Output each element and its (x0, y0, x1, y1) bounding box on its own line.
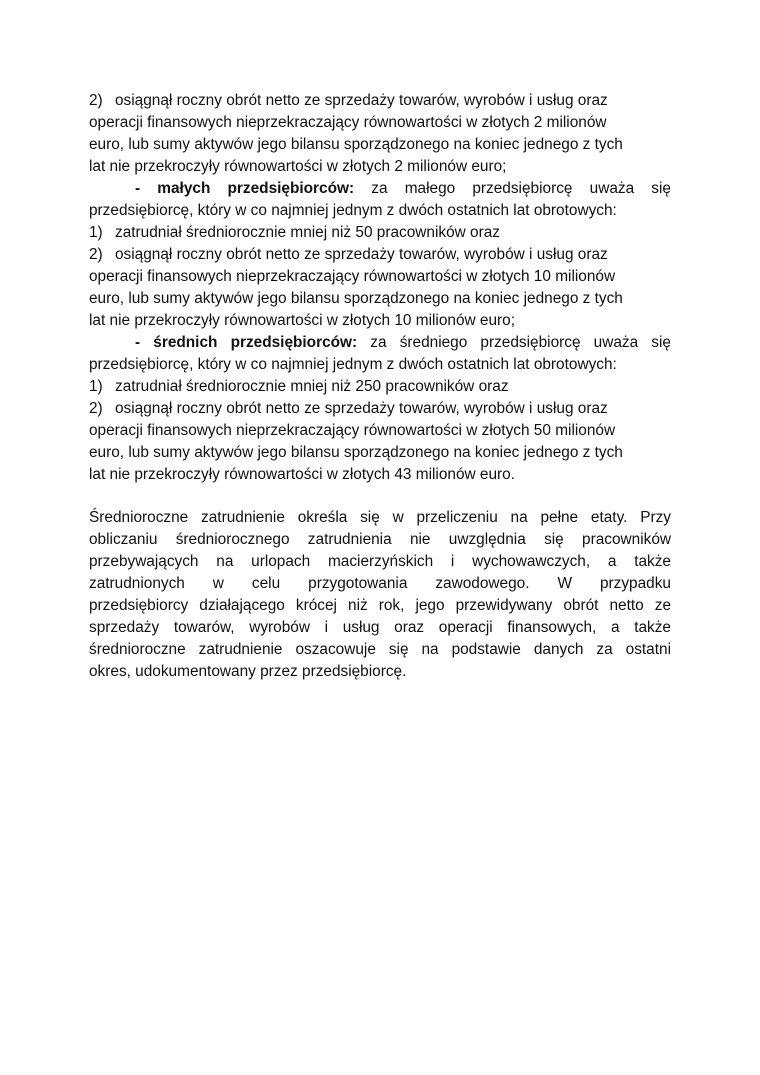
text-line: euro, lub sumy aktywów jego bilansu sporządzonego na koniec jednego z tych (89, 136, 623, 153)
paragraph-line: sprzedaży towarów, wyrobów i usług oraz operacji finansowych, a także (89, 619, 671, 636)
text-line: przedsiębiorcę, który w co najmniej jednym z dwóch ostatnich lat obrotowych: (89, 202, 617, 219)
small-enterprise-heading: - małych przedsiębiorców: (135, 180, 355, 197)
text-line: przedsiębiorcę, który w co najmniej jednym z dwóch ostatnich lat obrotowych: (89, 356, 617, 373)
list-item (89, 376, 671, 398)
paragraph-line: przedsiębiorcy działającego krócej niż rok, jego przewidywany obrót netto ze (89, 597, 671, 614)
list-item (89, 222, 671, 244)
medium-enterprise-definition (89, 332, 671, 486)
item-text: osiągnął roczny obrót netto ze sprzedaży towarów, wyrobów i usług oraz (115, 400, 608, 417)
item-number: 2) (89, 246, 103, 263)
paragraph-line: okres, udokumentowany przez przedsiębiorcę. (89, 663, 407, 680)
item-text: osiągnął roczny obrót netto ze sprzedaży towarów, wyrobów i usług oraz (115, 92, 608, 109)
paragraph-line: zatrudnionych w celu przygotowania zawodowego. W przypadku (89, 575, 671, 592)
item-number: 2) (89, 92, 103, 109)
item-text: zatrudniał średniorocznie mniej niż 50 pracowników oraz (115, 224, 500, 241)
paragraph-line: przebywających na urlopach macierzyńskich i wychowawczych, a także (89, 553, 671, 570)
text-line: operacji finansowych nieprzekraczający równowartości w złotych 50 milionów (89, 422, 616, 439)
paragraph-line: średnioroczne zatrudnienie oszacowuje się na podstawie danych za ostatni (89, 641, 671, 658)
item-number: 2) (89, 400, 103, 417)
heading-rest: za małego przedsiębiorcę uważa się (354, 180, 671, 197)
definition-heading-line (89, 332, 671, 354)
text-line: euro, lub sumy aktywów jego bilansu sporządzonego na koniec jednego z tych (89, 444, 623, 461)
heading-rest: za średniego przedsiębiorcę uważa się (357, 334, 671, 351)
item-number: 1) (89, 378, 103, 395)
paragraph-line: Średnioroczne zatrudnienie określa się w przeliczeniu na pełne etaty. Przy (89, 509, 671, 526)
paragraph-line: obliczaniu średniorocznego zatrudnienia nie uwzględnia się pracowników (89, 531, 671, 548)
list-item (89, 398, 671, 420)
average-employment-paragraph (89, 507, 671, 683)
text-line: operacji finansowych nieprzekraczający równowartości w złotych 2 milionów (89, 114, 607, 131)
list-item (89, 244, 671, 266)
text-line: euro, lub sumy aktywów jego bilansu sporządzonego na koniec jednego z tych (89, 290, 623, 307)
item-number: 1) (89, 224, 103, 241)
text-line: lat nie przekroczyły równowartości w złotych 43 milionów euro. (89, 466, 515, 483)
item-text: zatrudniał średniorocznie mniej niż 250 pracowników oraz (115, 378, 509, 395)
definition-heading-line (89, 178, 671, 200)
medium-enterprise-heading: - średnich przedsiębiorców: (135, 334, 358, 351)
micro-enterprise-continuation (89, 90, 671, 178)
small-enterprise-definition (89, 178, 671, 332)
text-line: operacji finansowych nieprzekraczający równowartości w złotych 10 milionów (89, 268, 616, 285)
list-item (89, 90, 671, 112)
text-line: lat nie przekroczyły równowartości w złotych 2 milionów euro; (89, 158, 507, 175)
text-line: lat nie przekroczyły równowartości w złotych 10 milionów euro; (89, 312, 515, 329)
item-text: osiągnął roczny obrót netto ze sprzedaży towarów, wyrobów i usług oraz (115, 246, 608, 263)
